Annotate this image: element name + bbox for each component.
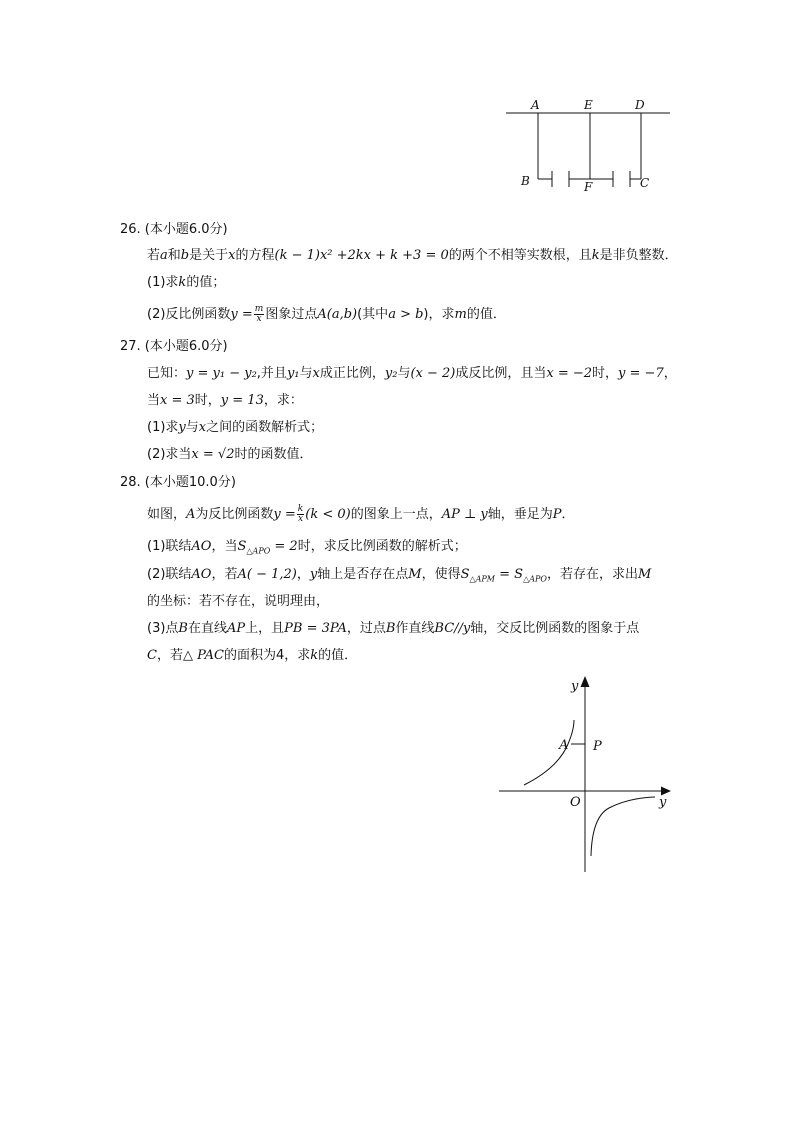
math: y₂ <box>384 366 398 381</box>
label-origin: O <box>570 795 581 810</box>
label-D: D <box>635 98 645 112</box>
math: x = 3 <box>160 393 195 408</box>
subscript: △APM <box>469 574 495 584</box>
text: 为反比例函数 <box>195 507 274 522</box>
text: 的方程 <box>235 248 275 263</box>
q28-line1 <box>147 505 575 524</box>
text: 与 <box>397 366 411 381</box>
text: ，若 <box>211 567 238 582</box>
subscript: △APO <box>523 574 547 584</box>
text: 轴，交反比例函数的图象于点 <box>470 621 640 636</box>
math: y <box>309 567 318 582</box>
math: M <box>637 567 652 582</box>
math: (x − 2) <box>410 366 456 381</box>
q28-line4 <box>147 593 329 611</box>
label-A: A <box>531 98 540 112</box>
math: B <box>178 621 188 636</box>
subscript: △APO <box>246 546 271 556</box>
right-branch <box>591 797 655 856</box>
text: (1)求 <box>147 420 179 435</box>
label-P: P <box>593 739 602 754</box>
text: (1)联结 <box>147 539 192 554</box>
q28-line6 <box>147 647 357 665</box>
equation: (k − 1)x² +2kx + k +3 = 0 <box>274 248 449 263</box>
text: 的值； <box>186 275 226 290</box>
text: 时， <box>194 393 221 408</box>
math: B <box>385 621 396 636</box>
text: 图象过点 <box>265 307 318 322</box>
text: 是非负整数． <box>599 248 678 263</box>
label-x-axis: y <box>659 795 667 810</box>
q28-line5 <box>147 620 639 638</box>
math: x <box>312 366 320 381</box>
text: 成反比例，且当 <box>455 366 547 381</box>
fraction-numerator: m <box>254 304 264 314</box>
q27-header: 27. (本小题6.0分) <box>120 339 228 354</box>
fraction-denominator: x <box>297 514 304 524</box>
q27-line4 <box>147 446 313 464</box>
math: a > b <box>388 307 424 322</box>
fraction <box>254 305 265 324</box>
text: 时，求反比例函数的解析式； <box>297 539 467 554</box>
text: (3)点 <box>147 621 179 636</box>
math: = 2 <box>270 539 298 554</box>
q28-header: 28. (本小题10.0分) <box>120 475 236 490</box>
math: BC//y <box>434 621 471 636</box>
text: ，使得 <box>421 567 461 582</box>
q27-line2 <box>147 392 303 410</box>
math: M <box>408 567 422 582</box>
math: AO <box>191 539 212 554</box>
q26-part1 <box>147 274 225 292</box>
text: 成正比例， <box>319 366 385 381</box>
text: 之间的函数解析式； <box>206 420 324 435</box>
q26-part2 <box>147 305 506 324</box>
text: 的值． <box>318 648 358 663</box>
text: 时， <box>592 366 619 381</box>
q27-line1 <box>147 365 677 383</box>
label-E: E <box>584 98 593 112</box>
label-F: F <box>584 180 593 194</box>
math: x <box>198 420 207 435</box>
label-A: A <box>559 738 569 753</box>
math: k <box>310 648 319 663</box>
text: ． <box>561 507 575 522</box>
math: △ PAC <box>182 648 224 663</box>
label-C: C <box>640 176 650 190</box>
text: (其中 <box>357 307 389 322</box>
hyperbola-graph <box>495 672 675 874</box>
math: S <box>237 539 247 554</box>
math: P <box>552 507 562 522</box>
text: 当 <box>147 393 161 408</box>
math: y₁ <box>286 366 300 381</box>
q28-line3 <box>147 566 651 589</box>
text: 与 <box>299 366 313 381</box>
text: 和 <box>167 248 181 263</box>
text: ， <box>296 567 310 582</box>
y-axis-arrow <box>581 676 590 687</box>
math: PB = 3PA <box>284 621 347 636</box>
math: x = <box>191 447 218 462</box>
text: 的图象上一点， <box>350 507 442 522</box>
text: 时的函数值． <box>234 447 313 462</box>
math: C <box>147 648 157 663</box>
math: AP ⊥ y <box>441 507 488 522</box>
text: 作直线 <box>395 621 435 636</box>
math: b <box>180 248 190 263</box>
text: 已知： <box>147 366 187 381</box>
text: )，求 <box>423 307 455 322</box>
text: 的值． <box>466 307 506 322</box>
math: = <box>495 567 515 582</box>
text: 是关于 <box>189 248 229 263</box>
fraction <box>297 505 304 524</box>
q26-header: 26. (本小题6.0分) <box>120 222 228 237</box>
label-y-axis: y <box>571 679 579 694</box>
sqrt: √2 <box>217 447 235 462</box>
text: (1)求 <box>147 275 179 290</box>
text: ， <box>663 366 677 381</box>
math: x = −2 <box>546 366 593 381</box>
text: 的两个不相等实数根，且 <box>448 248 592 263</box>
math: y = 13 <box>220 393 264 408</box>
math: y = <box>273 507 296 522</box>
text: ,并且 <box>256 366 287 381</box>
math: k <box>178 275 187 290</box>
math: y = −7 <box>618 366 664 381</box>
text: (2)联结 <box>147 567 192 582</box>
text: 的面积为4，求 <box>224 648 311 663</box>
fraction-denominator: x <box>256 314 262 324</box>
math: S <box>460 567 470 582</box>
text: ，过点 <box>346 621 386 636</box>
text: 若 <box>147 248 161 263</box>
text: 轴，垂足为 <box>487 507 553 522</box>
text: 的坐标：若不存在，说明理由， <box>147 594 330 609</box>
math: a <box>160 248 168 263</box>
text: 上，且 <box>245 621 285 636</box>
text: 轴上是否存在点 <box>317 567 409 582</box>
math: x <box>228 248 236 263</box>
q26-stem <box>147 247 678 265</box>
math: y = y₁ − y₂ <box>186 366 257 381</box>
q27-line3 <box>147 419 323 437</box>
text: (2)求当 <box>147 447 192 462</box>
math: m <box>454 307 467 322</box>
math: (k < 0) <box>305 507 351 522</box>
text: ，若存在，求出 <box>546 567 638 582</box>
text: (2)反比例函数 <box>147 307 231 322</box>
math: y <box>178 420 186 435</box>
circuit-figure <box>500 95 675 195</box>
math: k <box>591 248 600 263</box>
math: AP <box>227 621 246 636</box>
text: 与 <box>185 420 199 435</box>
q28-line2 <box>147 538 467 561</box>
fraction-numerator: k <box>297 504 304 514</box>
math: A <box>186 507 196 522</box>
text: 在直线 <box>187 621 227 636</box>
math: y = <box>230 307 253 322</box>
math: S <box>514 567 524 582</box>
text: ，当 <box>211 539 238 554</box>
math: AO <box>191 567 212 582</box>
label-B: B <box>521 174 530 188</box>
math: A( − 1,2) <box>237 567 297 582</box>
math: A(a,b) <box>317 307 358 322</box>
text: ，求： <box>263 393 303 408</box>
text: ，若 <box>156 648 183 663</box>
text: 如图， <box>147 507 187 522</box>
